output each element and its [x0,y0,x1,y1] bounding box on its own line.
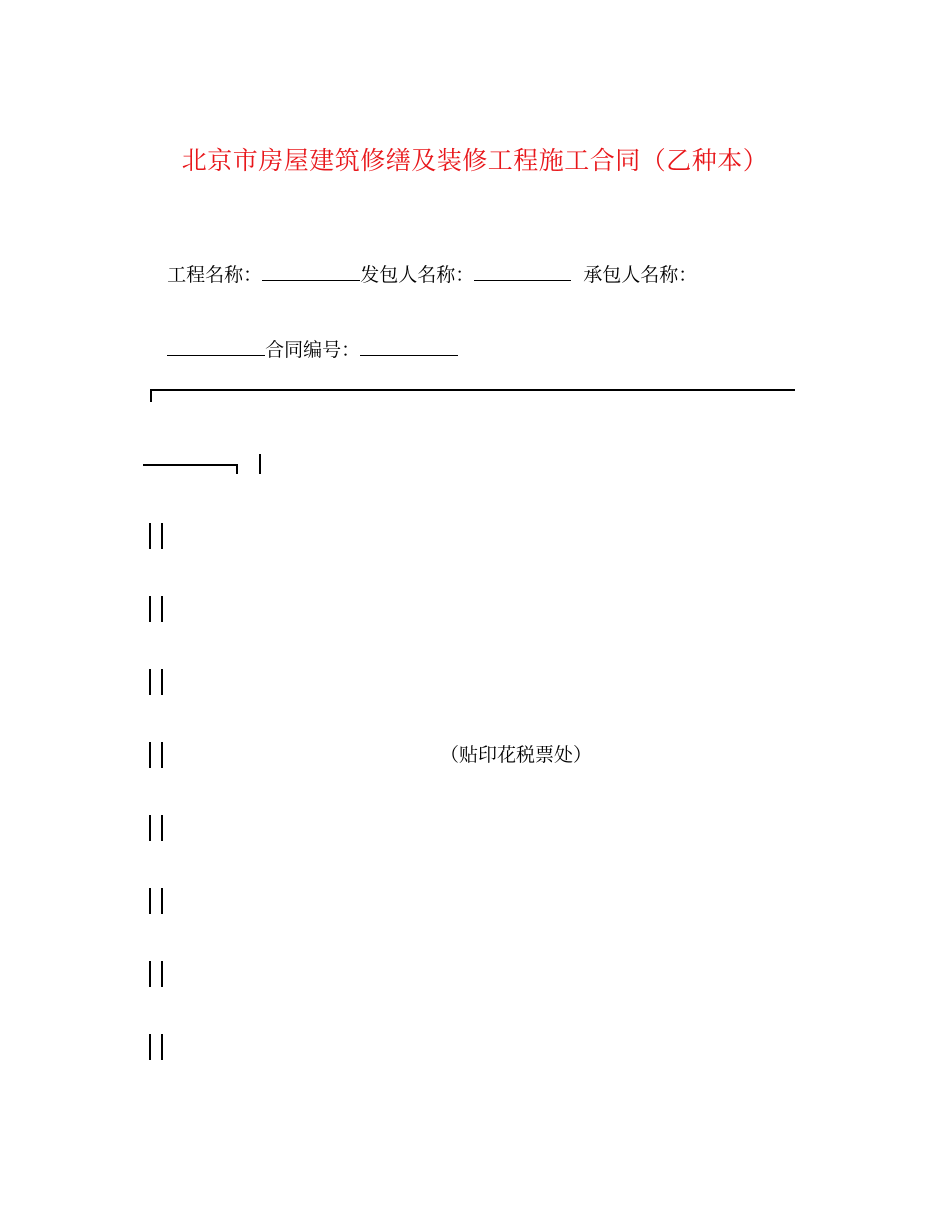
contract-no-label: 合同编号： [265,339,361,361]
box-left-border-a [149,815,151,841]
contractor-name-label: 承包人名称： [583,264,698,286]
box-left-border-b [161,742,163,768]
document-title: 北京市房屋建筑修缮及装修工程施工合同（乙种本） [181,146,769,175]
box-left-border-a [149,669,151,695]
box-left-border-a [149,742,151,768]
box-left-border-a [149,888,151,914]
box-top-right-corner [236,464,238,474]
box-left-border-a [149,1034,151,1060]
project-name-label: 工程名称： [167,264,263,286]
box-left-border-b [161,1034,163,1060]
box-left-border-b [161,815,163,841]
box-left-border-a [149,523,151,549]
box-left-border-a [149,596,151,622]
box-left-border-b [161,888,163,914]
box-top-left-corner [150,390,152,402]
employer-name-label: 发包人名称： [360,264,475,286]
contract-no-blank [360,335,458,356]
box-top-border-continued [143,464,238,466]
contractor-name-blank [167,335,265,356]
box-left-border-b [161,523,163,549]
employer-name-blank [474,260,571,281]
field-row-2 [143,305,458,395]
box-left-border-b [161,961,163,987]
box-left-border-b [161,596,163,622]
box-left-border-b [161,669,163,695]
stamp-area-label: （贴印花税票处） [440,744,593,766]
project-name-blank [262,260,360,281]
box-top-border [150,389,795,391]
box-left-border-a [149,961,151,987]
box-right-border-start [259,454,261,474]
